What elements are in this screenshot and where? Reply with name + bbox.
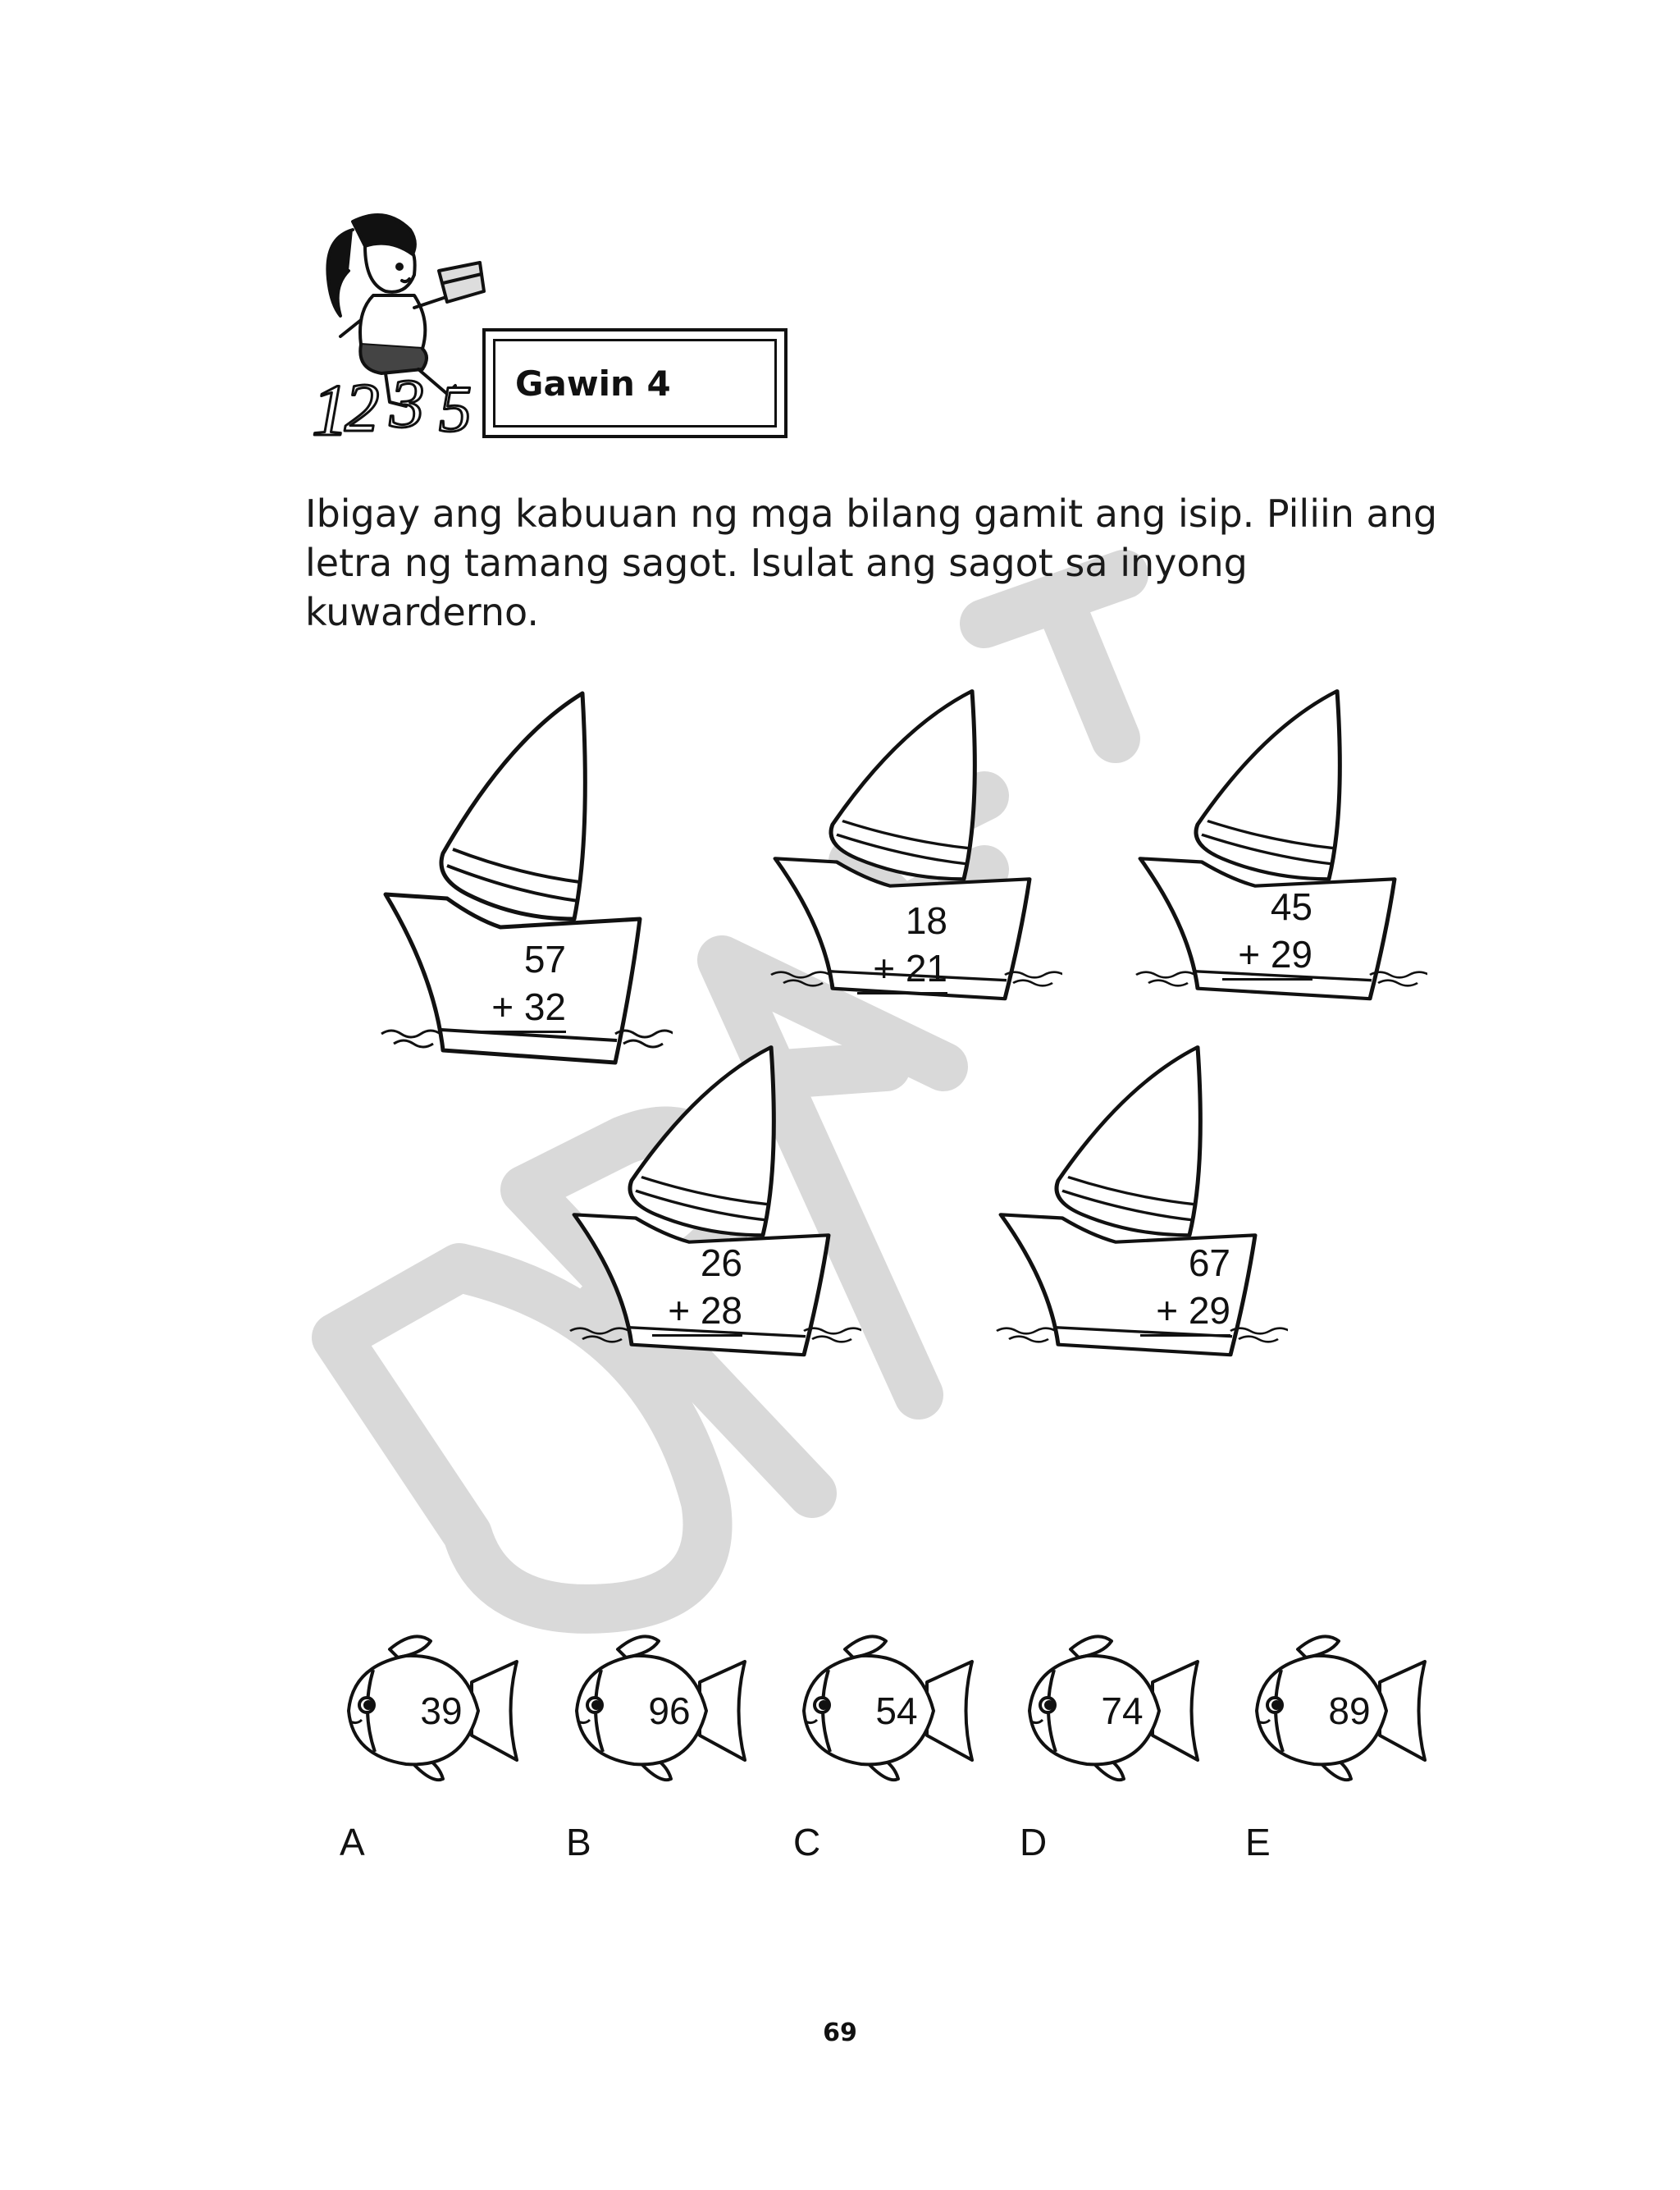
- svg-text:2: 2: [345, 369, 380, 443]
- girl-with-numbers-illustration: [308, 205, 504, 443]
- fish-choice-c: [796, 1633, 984, 1789]
- fish-choice-b: [568, 1633, 757, 1789]
- instructions-line-2: letra ng tamang sagot. Isulat ang sagot sa inyong: [305, 541, 1248, 585]
- addend-top: 57: [523, 938, 566, 981]
- svg-text:1: 1: [312, 370, 349, 443]
- choice-letter-b: B: [566, 1821, 591, 1863]
- addend-top: 18: [905, 899, 947, 942]
- choice-value: 74: [1101, 1689, 1144, 1732]
- choice-letter-c: C: [793, 1821, 821, 1863]
- addend-bottom: + 28: [652, 1287, 742, 1337]
- sailboat-problem-2: [767, 688, 1062, 1016]
- choice-value: 89: [1328, 1689, 1371, 1732]
- choice-value: 96: [648, 1689, 691, 1732]
- choice-value: 39: [420, 1689, 463, 1732]
- addition-problem-3: [1222, 883, 1312, 981]
- svg-text:3: 3: [390, 365, 425, 442]
- addend-bottom: + 29: [1140, 1287, 1230, 1337]
- instructions-line-1: Ibigay ang kabuuan ng mga bilang gamit ang isip. Piliin ang: [305, 491, 1438, 536]
- addend-top: 26: [700, 1241, 742, 1284]
- svg-text:5: 5: [439, 373, 472, 443]
- addend-bottom: + 29: [1222, 930, 1312, 981]
- fish-choice-e: [1249, 1633, 1437, 1789]
- choice-letter-a: A: [340, 1821, 365, 1863]
- choice-letter-e: E: [1245, 1821, 1271, 1863]
- addend-top: 67: [1188, 1241, 1230, 1284]
- activity-title: Gawin 4: [493, 339, 777, 427]
- addition-problem-2: [857, 897, 947, 994]
- choice-value: 54: [875, 1689, 918, 1732]
- addition-problem-4: [652, 1239, 742, 1337]
- sailboat-problem-3: [1132, 688, 1427, 1016]
- page-number: 69: [823, 2019, 857, 2047]
- sailboat-problem-4: [566, 1044, 861, 1372]
- addend-bottom: + 32: [476, 983, 566, 1033]
- instructions-line-3: kuwarderno.: [305, 590, 540, 634]
- instructions-text: [305, 489, 1503, 637]
- sailboat-problem-5: [993, 1044, 1288, 1372]
- choice-letter-d: D: [1020, 1821, 1048, 1863]
- sailboat-problem-1: [377, 689, 673, 1083]
- fish-choice-a: [340, 1633, 529, 1789]
- addend-bottom: + 21: [857, 944, 947, 994]
- addition-problem-1: [476, 935, 566, 1033]
- activity-title-box: [482, 328, 788, 438]
- fish-choice-d: [1021, 1633, 1210, 1789]
- addend-top: 45: [1270, 885, 1312, 928]
- addition-problem-5: [1140, 1239, 1230, 1337]
